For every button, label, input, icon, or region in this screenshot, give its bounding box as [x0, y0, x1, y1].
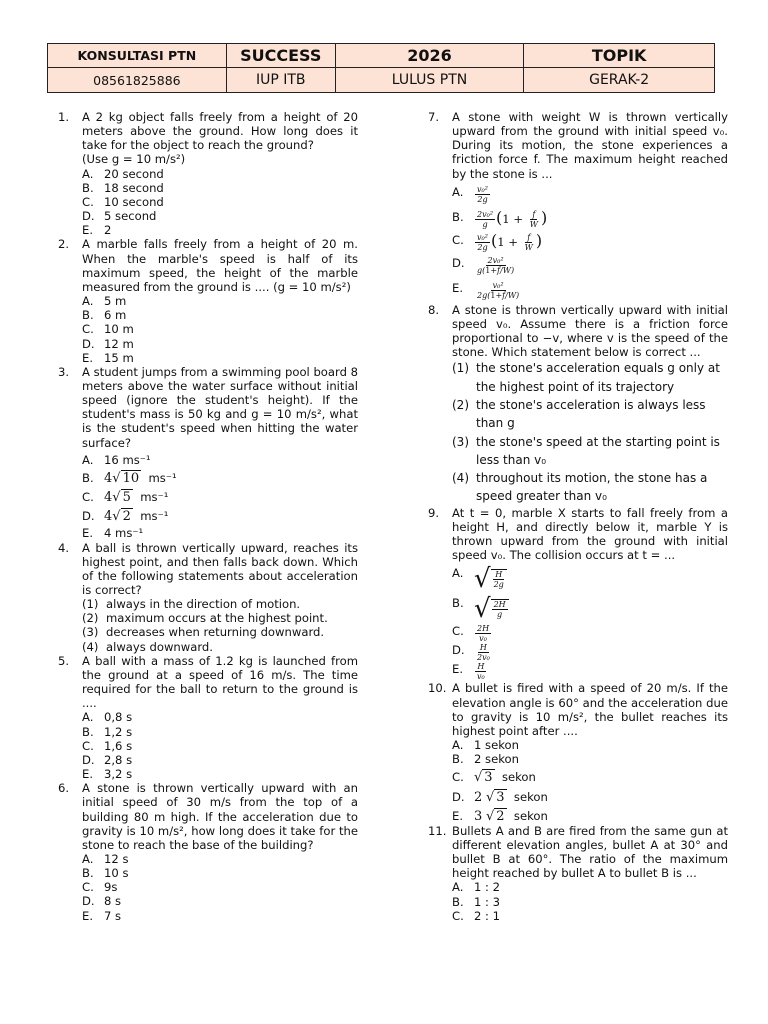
option-c: C. 10 m [82, 322, 134, 337]
question-number: 4. [58, 540, 70, 555]
option-e: E. 15 m [82, 350, 134, 365]
question-text: A stone is thrown vertically upward with an initial speed of 30 m/s from the top of a building 80 m high. If the acceleration due to gravity is 10 m/s², how long does it take for the stone to reach the base of the building? [82, 781, 358, 852]
question-4 [58, 541, 358, 654]
option-e: E. 4 ms⁻¹ [82, 526, 144, 541]
option-c: C. 9s [82, 880, 118, 895]
header-iup-itb: IUP ITB [226, 68, 335, 93]
option-b: B. 4√ 10 ms⁻¹ [82, 470, 177, 486]
statement-3: (3) decreases when returning downward. [82, 625, 325, 640]
question-8 [428, 303, 728, 506]
option-a: A. 16 ms⁻¹ [82, 452, 151, 467]
question-5 [58, 654, 358, 781]
option-e: E. 2 [82, 223, 112, 238]
option-a: A. $\frac{\text{v₀²}}{2g}$ [452, 184, 488, 204]
option-d: D. 12 m [82, 336, 134, 351]
option-a: A. 12 s [82, 851, 129, 866]
option-a: A. 1 sekon [452, 738, 519, 753]
question-number: 9. [428, 505, 440, 520]
option-b: B. $\frac{\text{2v₀²}}{g}$ (1 + $\frac{f}{W}$ ) [452, 207, 548, 229]
statement-2: (2) maximum occurs at the highest point. [82, 611, 328, 626]
option-c: C. 2 : 1 [452, 908, 501, 923]
option-b: B. 10 s [82, 866, 129, 881]
statement-4: (4) throughout its motion, the stone has a speed greater than v₀ [452, 471, 708, 504]
option-c: C. 4√ 5 ms⁻¹ [82, 490, 169, 506]
option-c: C. 10 second [82, 194, 164, 209]
statement-1: (1) always in the direction of motion. [82, 597, 301, 612]
option-d: D. 2 √ 3 sekon [452, 789, 548, 805]
option-c: C. √ 3 sekon [452, 770, 536, 786]
statement-4: (4) always downward. [82, 639, 213, 654]
option-c: C. 1,6 s [82, 738, 133, 753]
option-d: D. 4√ 2 ms⁻¹ [82, 509, 169, 525]
header-konsultasi: KONSULTASI PTN [48, 44, 227, 68]
question-6 [58, 781, 358, 923]
header-lulus-ptn: LULUS PTN [335, 68, 524, 93]
header-success: SUCCESS [226, 44, 335, 68]
question-number: 7. [428, 110, 440, 124]
question-number: 1. [58, 110, 70, 124]
question-number: 8. [428, 302, 440, 317]
option-e: E. 7 s [82, 908, 122, 923]
option-b: B. 18 second [82, 180, 164, 195]
question-10 [428, 681, 728, 823]
question-text: A student jumps from a swimming pool board 8 meters above the water surface without initial speed (ignore the student's height). If the student's mass is 50 kg and g = 10 m/s², what is the student's speed when hitting the water surface? [82, 364, 358, 450]
option-a: A. 20 second [82, 166, 164, 181]
header-topik: TOPIK [524, 44, 715, 68]
statement-1: (1) the stone's acceleration equals g only at the highest point of its trajectory [452, 361, 720, 394]
option-b: B. 6 m [82, 308, 127, 323]
option-d: D. 2,8 s [82, 752, 133, 767]
option-a: A. 1 : 2 [452, 880, 501, 895]
option-b: B. √ $\frac{2H}{g}$ [452, 596, 728, 622]
option-c: C. $\frac{2H}{\text{v₀}}$ [452, 624, 490, 644]
option-d: D. 8 s [82, 894, 122, 909]
question-number: 6. [58, 781, 70, 796]
left-column [58, 110, 358, 923]
statement-3: (3) the stone's speed at the starting point is less than v₀ [452, 434, 720, 467]
statement-2: (2) the stone's acceleration is always less than g [452, 398, 706, 431]
question-number: 3. [58, 364, 70, 379]
right-column [428, 110, 728, 923]
header-table [47, 43, 715, 93]
question-9 [428, 506, 728, 682]
question-number: 5. [58, 653, 70, 668]
question-number: 11. [428, 823, 447, 838]
question-text: At t = 0, marble X starts to fall freely from a height H, and directly below it, marble Y is thrown upward from the ground with initial speed v₀. The collision occurs at t = ... [452, 505, 728, 563]
option-b: B. 2 sekon [452, 752, 519, 767]
option-e: E. 3 √ 2 sekon [452, 808, 548, 824]
option-b: B. 1,2 s [82, 724, 133, 739]
question-text: Bullets A and B are fired from the same gun at different elevation angles, bullet A at 30° and bullet B at 60°. The ratio of the maximum height reached by bullet A to bullet B is ... [452, 823, 728, 881]
question-text: A bullet is fired with a speed of 20 m/s. If the elevation angle is 60° and the acceleration due to gravity is 10 m/s², the bullet reaches its highest point after .... [452, 681, 728, 738]
question-text: A ball with a mass of 1.2 kg is launched from the ground at a speed of 16 m/s. The time required for the ball to return to the ground is .... [82, 653, 358, 711]
question-text: A ball is thrown vertically upward, reaches its highest point, and then falls back down. Which of the following statements about acceleration is correct? [82, 540, 358, 597]
question-number: 10. [428, 681, 447, 696]
option-c: C. $\frac{\text{v₀²}}{2g}$ (1 + $\frac{f}{W}$ ) [452, 230, 543, 252]
header-year: 2026 [335, 44, 524, 68]
header-phone: 08561825886 [48, 68, 227, 93]
question-1 [58, 110, 358, 237]
option-d: D. $\frac{\text{2v₀²}}{g(1+f/W)}$ [452, 255, 515, 275]
question-11 [428, 824, 728, 923]
option-d: D. $\frac{H}{\text{2v₀}}$ [452, 643, 490, 663]
question-2 [58, 237, 358, 364]
option-a: A. √ $\frac{H}{2g}$ [452, 566, 728, 592]
option-a: A. 5 m [82, 294, 127, 309]
question-number: 2. [58, 237, 70, 252]
option-e: E. 3,2 s [82, 767, 133, 782]
question-note: (Use g = 10 m/s²) [82, 152, 186, 167]
question-text: A stone is thrown vertically upward with initial speed v₀. Assume there is a friction force proportional to −v, where v is the speed of the stone. Which statement below is correct ... [452, 302, 728, 360]
header-topic-name: GERAK-2 [524, 68, 715, 93]
option-e: E. $\frac{H}{\text{v₀}}$ [452, 662, 485, 682]
question-text: A stone with weight W is thrown vertically upward from the ground with initial speed v₀. During its motion, the stone experiences a friction force f. The maximum height reached by the stone is ... [452, 110, 728, 181]
question-text: A 2 kg object falls freely from a height of 20 meters above the ground. How long does it take for the object to reach the ground? [82, 110, 358, 153]
option-a: A. 0,8 s [82, 710, 133, 725]
option-d: D. 5 second [82, 209, 157, 224]
question-3 [58, 365, 358, 541]
option-e: E. $\frac{\text{v₀²}}{2g(1+f/W)}$ [452, 280, 520, 300]
option-b: B. 1 : 3 [452, 894, 501, 909]
question-7 [428, 110, 728, 300]
question-text: A marble falls freely from a height of 20 m. When the marble's speed is half of its maximum speed, the height of the marble measured from the ground is .... (g = 10 m/s²) [82, 237, 358, 294]
